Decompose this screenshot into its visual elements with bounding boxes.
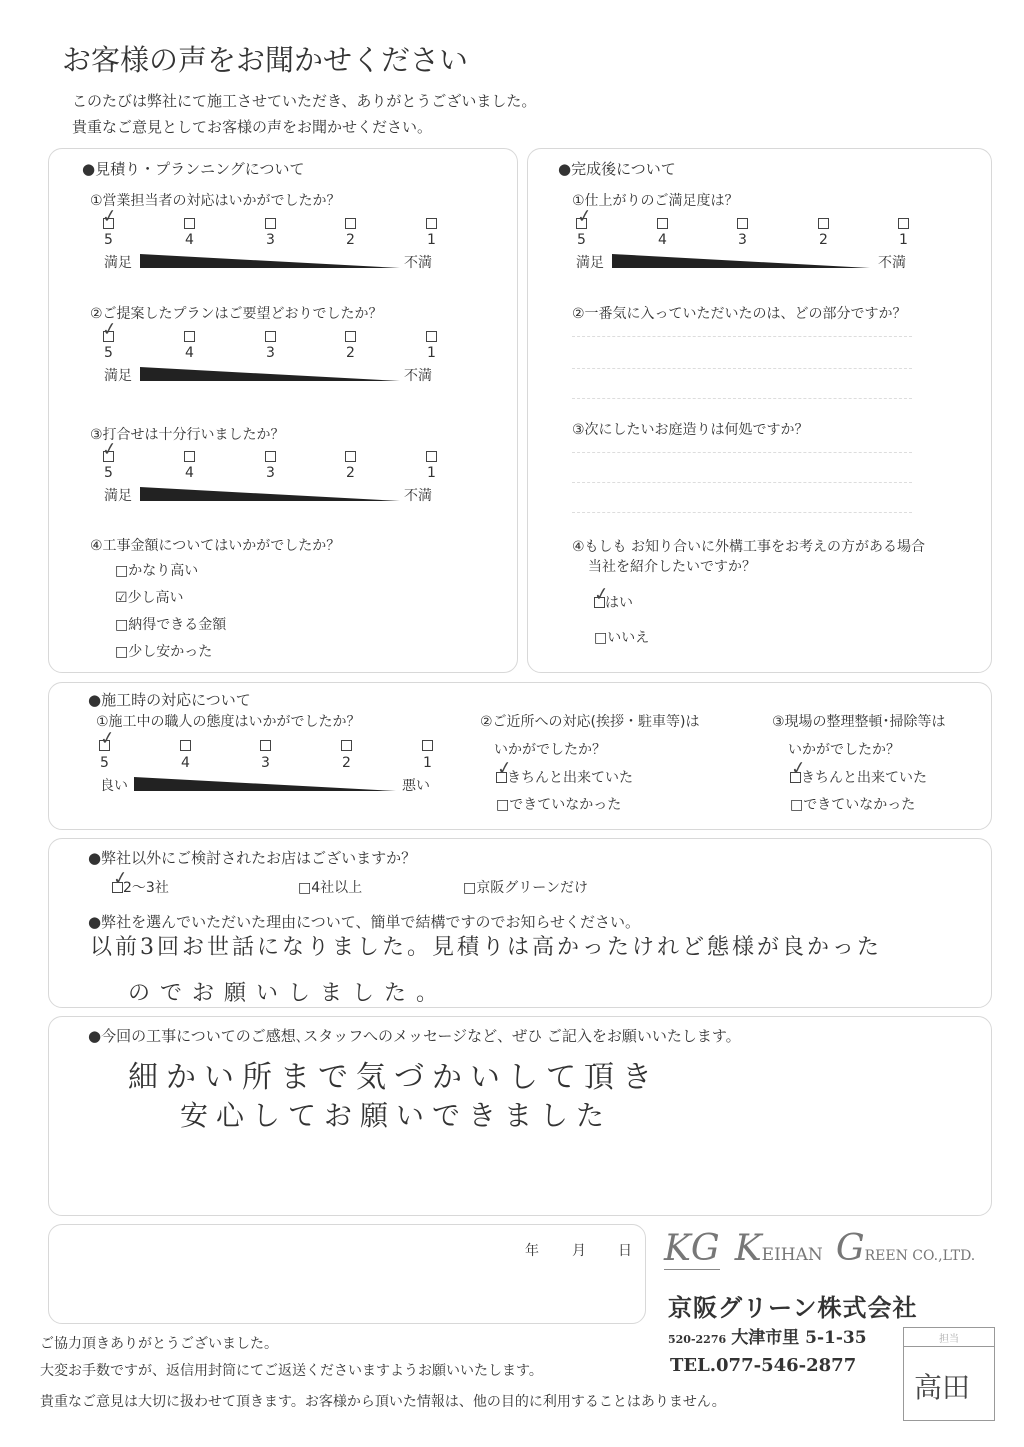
logo-reen: REEN CO.,LTD. <box>864 1248 976 1264</box>
scale-left-label: 満足 <box>104 255 132 271</box>
staff-label: 担当 <box>939 1334 959 1345</box>
postal-code: 520-2276 <box>668 1333 727 1346</box>
scale-num-2: 2 <box>346 465 355 481</box>
construction-heading: ●施工時の対応について <box>88 691 251 709</box>
check-mark: ✓ <box>111 867 130 890</box>
after-q4-line2: 当社を紹介したいですか？ <box>588 559 756 575</box>
scale-num-3: 3 <box>261 755 270 771</box>
scale-right-label: 不満 <box>404 488 432 504</box>
staff-name: 高田 <box>914 1371 971 1404</box>
reason-handwriting-line1: 以前3回お世話になりました。見積りは高かったけれど態様が良かった <box>90 935 882 960</box>
estimate-q3: ③打合せは十分行いましたか？ <box>90 427 285 443</box>
checkbox-1[interactable] <box>426 218 437 229</box>
answer-line <box>572 336 912 337</box>
message-heading: ●今回の工事についてのご感想､スタッフへのメッセージなど、ぜひ ご記入をお願いいたします。 <box>88 1027 741 1045</box>
refer-option-no[interactable]: □いいえ <box>594 630 650 646</box>
scale-num-5: 5 <box>104 345 113 361</box>
answer-line <box>572 512 912 513</box>
company-name: 京阪グリーン株式会社 <box>668 1293 918 1322</box>
footer-privacy: 貴重なご意見は大切に扱わせて頂きます。お客様から頂いた情報は、他の目的に利用することはありません。 <box>40 1394 726 1410</box>
scale-num-4: 4 <box>185 232 194 248</box>
check-mark: ✓ <box>100 318 119 341</box>
intro-line-2: 貴重なご意見としてお客様の声をお聞かせください。 <box>72 118 433 136</box>
yes-label: はい <box>605 595 633 611</box>
scale-num-2: 2 <box>346 232 355 248</box>
logo-eihan: EIHAN <box>761 1245 823 1265</box>
scale-num-4: 4 <box>185 345 194 361</box>
date-day: 日 <box>618 1243 632 1259</box>
scale-num-1: 1 <box>423 755 432 771</box>
option-label: 2～3社 <box>123 880 169 896</box>
after-q2: ②一番気に入っていただいたのは、どの部分ですか？ <box>572 306 907 322</box>
scale-left-label: 満足 <box>104 368 132 384</box>
scale-num-5: 5 <box>104 232 113 248</box>
checkbox-2[interactable] <box>345 331 356 342</box>
construction-q3-line2: いかがでしたか？ <box>788 742 900 758</box>
checkbox-2[interactable] <box>345 218 356 229</box>
construction-q1: ①施工中の職人の態度はいかがでしたか？ <box>96 714 361 730</box>
check-mark: ✓ <box>575 205 594 228</box>
check-mark: ✓ <box>592 583 611 606</box>
message-handwriting-line1: 細かい所まで気づかいして頂き <box>128 1060 660 1095</box>
scale-right-label: 不満 <box>878 255 906 271</box>
estimate-heading: ●見積り・プランニングについて <box>82 160 305 178</box>
checkbox-3[interactable] <box>265 218 276 229</box>
company-address <box>668 1323 867 1348</box>
scale-left-label: 満足 <box>576 255 604 271</box>
scale-num-3: 3 <box>266 345 275 361</box>
date-month: 月 <box>572 1243 586 1259</box>
checkbox-3[interactable] <box>265 331 276 342</box>
scale-num-4: 4 <box>658 232 667 248</box>
neighbor-option-not-done[interactable]: □できていなかった <box>496 797 622 813</box>
scale-num-1: 1 <box>427 465 436 481</box>
page-title: お客様の声をお聞かせください <box>62 43 469 77</box>
satisfaction-wedge <box>140 254 400 268</box>
check-mark: ✓ <box>100 205 119 228</box>
done-label: きちんと出来ていた <box>801 770 927 786</box>
scale-num-3: 3 <box>266 232 275 248</box>
construction-q3-line1: ③現場の整理整頓･掃除等は <box>772 714 946 730</box>
after-heading: ●完成後について <box>558 160 676 178</box>
address: 大津市里 5-1-35 <box>731 1328 867 1348</box>
staff-box <box>903 1327 995 1421</box>
logo-mark: KG <box>664 1228 720 1269</box>
footer-thanks: ご協力頂きありがとうございました。 <box>40 1336 278 1352</box>
checkbox-4[interactable] <box>184 331 195 342</box>
estimate-q1: ①営業担当者の対応はいかがでしたか？ <box>90 193 341 209</box>
checkbox-1[interactable] <box>898 218 909 229</box>
scale-left-label: 満足 <box>104 488 132 504</box>
scale-num-3: 3 <box>738 232 747 248</box>
cleanup-option-not-done[interactable]: □できていなかった <box>790 797 916 813</box>
attitude-wedge <box>134 777 396 791</box>
reason-handwriting-line2: のでお願いしました。 <box>128 981 449 1006</box>
reason-heading: ●弊社を選んでいただいた理由について、簡単で結構ですのでお知らせください。 <box>88 913 641 931</box>
scale-num-5: 5 <box>577 232 586 248</box>
checkbox-3[interactable] <box>265 451 276 462</box>
logo-k: K <box>734 1228 762 1269</box>
after-q1: ①仕上がりのご満足度は？ <box>572 193 739 209</box>
checkbox-3[interactable] <box>737 218 748 229</box>
intro-line-1: このたびは弊社にて施工させていただき、ありがとうございました。 <box>72 92 537 110</box>
check-mark: ✓ <box>789 757 808 780</box>
date-year: 年 <box>525 1243 539 1259</box>
compare-option-only[interactable]: □京阪グリーンだけ <box>463 880 588 896</box>
scale-num-4: 4 <box>181 755 190 771</box>
price-option-cheap[interactable]: □少し安かった <box>115 644 213 660</box>
satisfaction-wedge <box>140 367 400 381</box>
answer-line <box>572 398 912 399</box>
answer-line <box>572 482 912 483</box>
estimate-q4: ④工事金額についてはいかがでしたか？ <box>90 538 341 554</box>
logo-g: G <box>835 1228 865 1269</box>
scale-num-5: 5 <box>100 755 109 771</box>
estimate-q2: ②ご提案したプランはご要望どおりでしたか？ <box>90 306 383 322</box>
satisfaction-wedge <box>140 487 400 501</box>
checkbox-4[interactable] <box>184 451 195 462</box>
scale-num-1: 1 <box>427 232 436 248</box>
price-option-label: 少し高い <box>127 590 184 606</box>
scale-num-2: 2 <box>342 755 351 771</box>
scale-num-2: 2 <box>819 232 828 248</box>
compare-heading: ●弊社以外にご検討されたお店はございますか？ <box>88 849 417 867</box>
cleanup-option-done[interactable] <box>790 767 927 787</box>
scale-right-label: 不満 <box>404 255 432 271</box>
construction-q2-line1: ②ご近所への対応(挨拶・駐車等)は <box>480 714 700 730</box>
compare-option-4-plus[interactable]: □4社以上 <box>298 880 363 896</box>
price-option-slightly-high[interactable] <box>115 587 184 607</box>
checkbox-4[interactable] <box>184 218 195 229</box>
scale-num-2: 2 <box>346 345 355 361</box>
scale-num-5: 5 <box>104 465 113 481</box>
check-mark: ✓ <box>98 727 117 750</box>
message-handwriting-line2: 安心してお願いできました <box>180 1099 613 1132</box>
scale-num-1: 1 <box>899 232 908 248</box>
scale-right-label: 悪い <box>402 778 430 794</box>
checkbox-1[interactable] <box>422 740 433 751</box>
after-q4-line1: ④もしも お知り合いに外構工事をお考えの方がある場合 <box>572 539 925 555</box>
satisfaction-wedge <box>612 254 870 268</box>
footer-return-request: 大変お手数ですが、返信用封筒にてご返送くださいますようお願いいたします。 <box>40 1363 543 1379</box>
construction-q2-line2: いかがでしたか？ <box>494 742 606 758</box>
price-option-very-high[interactable]: □かなり高い <box>115 563 199 579</box>
checkbox-3[interactable] <box>260 740 271 751</box>
checkbox-1[interactable] <box>426 451 437 462</box>
neighbor-option-done[interactable] <box>496 767 633 787</box>
check-mark: ✓ <box>495 757 514 780</box>
checkbox-4[interactable] <box>180 740 191 751</box>
scale-num-1: 1 <box>427 345 436 361</box>
scale-num-4: 4 <box>185 465 194 481</box>
company-tel: TEL.077-546-2877 <box>670 1355 857 1376</box>
answer-line <box>572 452 912 453</box>
answer-line <box>572 368 912 369</box>
check-mark: ✓ <box>100 438 119 461</box>
scale-left-label: 良い <box>100 778 128 794</box>
after-q3: ③次にしたいお庭造りは何処ですか？ <box>572 422 809 438</box>
checkbox-2[interactable] <box>341 740 352 751</box>
checkbox-2[interactable] <box>345 451 356 462</box>
scale-right-label: 不満 <box>404 368 432 384</box>
company-logo <box>664 1228 975 1269</box>
price-option-reasonable[interactable]: □納得できる金額 <box>115 617 227 633</box>
checkbox-4[interactable] <box>657 218 668 229</box>
checked-box-icon: ☑ <box>115 590 128 606</box>
scale-num-3: 3 <box>266 465 275 481</box>
checkbox-2[interactable] <box>818 218 829 229</box>
date-box <box>48 1224 646 1324</box>
checkbox-1[interactable] <box>426 331 437 342</box>
done-label: きちんと出来ていた <box>507 770 633 786</box>
